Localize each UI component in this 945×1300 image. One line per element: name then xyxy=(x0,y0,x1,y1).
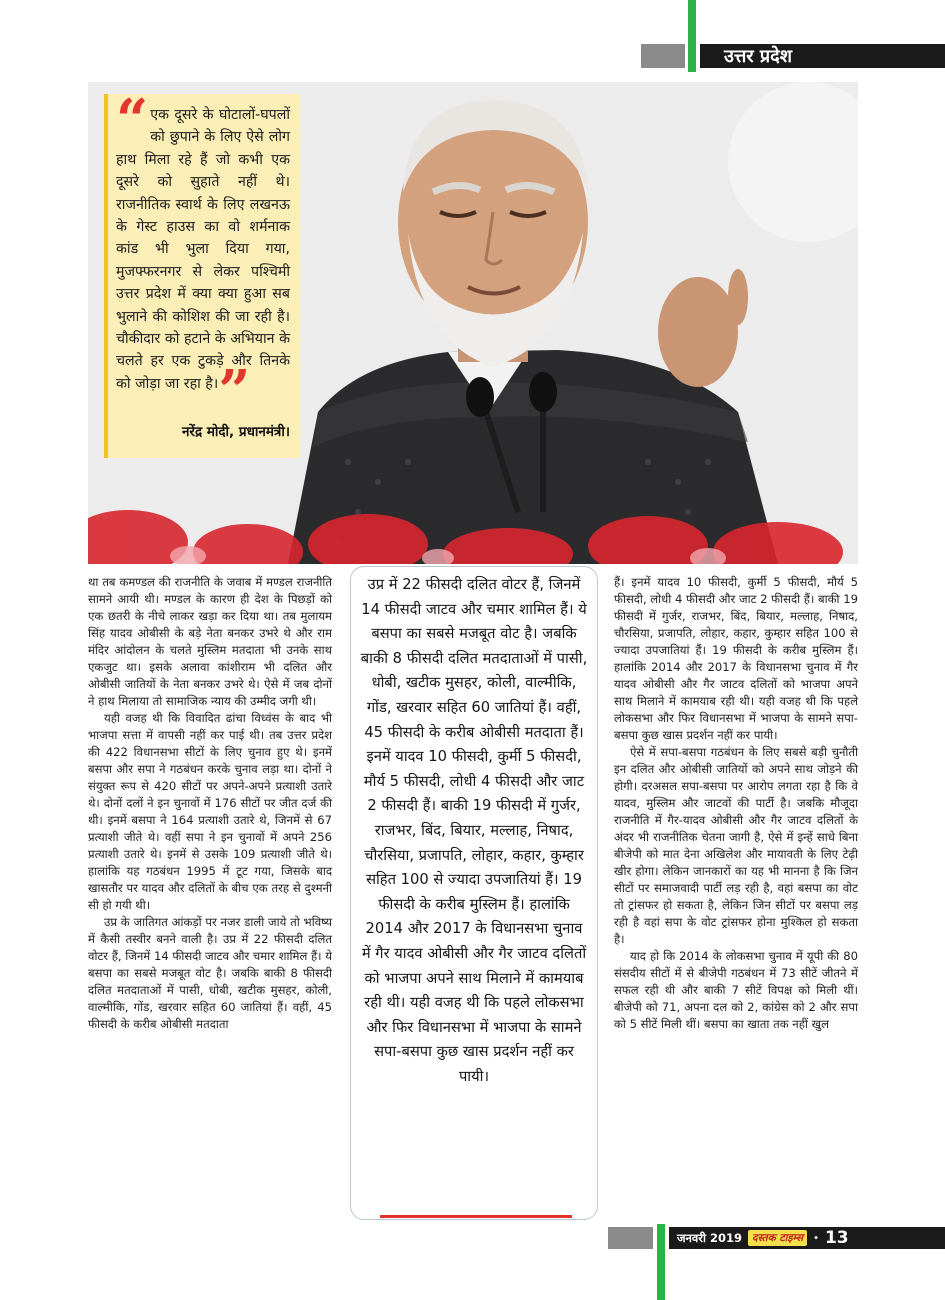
highlight-text: उप्र में 22 फीसदी दलित वोटर हैं, जिनमें 14 फीसदी जाटव और चमार शामिल हैं। ये बसपा का सबसे मजबूत वोट है। जबकि बाकी 8 फीसदी दलित मतदाताओं में पासी, धोबी, खटीक मुसहर, कोली, वाल्मीकि, गोंड, खरवार सहित 60 जातियां हैं। वहीं, 45 फीसदी के करीब ओबीसी मतदाता हैं। इनमें यादव 10 फीसदी, कुर्मी 5 फीसदी, मौर्य 5 फीसदी, लोधी 4 फीसदी और जाट 2 फीसदी हैं। बाकी 19 फीसदी में गुर्जर, राजभर, बिंद, बियार, मल्लाह, निषाद, चौरसिया, प्रजापति, लोहार, कहार, कुम्हार सहित 100 से ज्यादा उपजातियां हैं। 19 फीसदी के करीब मुस्लिम हैं। हालांकि 2014 और 2017 के विधानसभा चुनाव में गैर यादव ओबीसी और गैर जाटव दलितों को भाजपा अपने साथ मिलाने में कामयाब रही थी। यही वजह थी कि पहले लोकसभा और फिर विधानसभा में भाजपा के सामने सपा-बसपा कुछ खास प्रदर्शन नहीं कर पायी। xyxy=(360,576,588,1085)
page-footer xyxy=(669,1227,945,1249)
article-column-left xyxy=(88,574,332,1033)
paragraph: था तब कमण्डल की राजनीति के जवाब में मण्डल राजनीति सामने आयी थी। मण्डल के कारण ही देश के पिछड़ों को एक छतरी के नीचे लाकर खड़ा कर दिया था। तब मुलायम सिंह यादव ओबीसी के बड़े नेता बनकर उभरे थे और राम मंदिर आंदोलन के चलते मुस्लिम मतदाता भी उनके साथ एकजुट था। इसके अलावा कांशीराम भी दलित और ओबीसी जातियों के नेता बनकर उभरे थे। ऐसे में जब दोनों ने हाथ मिलाया तो सामाजिक न्याय की उम्मीद जगी थी। xyxy=(88,575,332,708)
footer-accent-bar xyxy=(657,1224,665,1300)
pull-quote xyxy=(104,87,300,458)
page-number: 13 xyxy=(824,1228,849,1248)
header-accent-bar xyxy=(688,0,696,72)
footer-gray-block xyxy=(608,1227,653,1249)
open-quote-icon: “ xyxy=(116,87,149,153)
issue-date: जनवरी 2019 xyxy=(677,1230,743,1245)
highlight-box xyxy=(350,566,598,1220)
paragraph: ऐसे में सपा-बसपा गठबंधन के लिए सबसे बड़ी चुनौती इन दलित और ओबीसी जातियों को अपने साथ जोड़ने की होगी। दरअसल सपा-बसपा पर आरोप लगता रहा है कि वे यादव, मुस्लिम और जाटवों की पार्टी है। जबकि मौजूदा राजनीति में गैर-यादव ओबीसी और गैर जाटव दलितों के अंदर भी राजनीतिक चेतना जागी है, ऐसे में इन्हें साधे बिना बीजेपी को मात देना अखिलेश और मायावती के लिए टेढ़ी खीर होगा। लेकिन जानकारों का यह भी मानना है कि जिन सीटों पर समाजवादी पार्टी लड़ रही है, वहां बसपा का वोट तो ट्रांसफर हो सकता है, लेकिन जिन सीटों पर बसपा लड़ रही है वहां सपा के वोट ट्रांसफर होना मुश्किल हो सकता है। xyxy=(614,745,858,946)
section-header xyxy=(700,44,945,68)
paragraph: यही वजह थी कि विवादित ढांचा विध्वंस के बाद भी भाजपा सत्ता में वापसी नहीं कर पाई थी। तब उत्तर प्रदेश की 422 विधानसभा सीटों के लिए चुनाव हुए थे। इनमें बसपा और सपा ने गठबंधन करके चुनाव लड़ा था। दोनों ने संयुक्त रूप से 420 सीटों पर अपने-अपने प्रत्याशी उतारे थे। दोनों दलों ने इन चुनावों में 176 सीटों पर जीत दर्ज की थी। इनमें बसपा ने 164 प्रत्याशी उतारे थे, जिनमें से 67 प्रत्याशी जीते थे। वहीं सपा ने इन चुनावों में अपने 256 प्रत्याशी उतारे थे। इनमें से उसके 109 प्रत्याशी जीते थे। हालांकि यह गठबंधन 1995 में टूट गया, जिसके बाद खासतौर पर यादव और दलितों के बीच एक तरह से दुश्मनी सी हो गयी थी। xyxy=(88,711,332,912)
magazine-logo: दस्तक टाइम्स xyxy=(748,1230,807,1246)
quote-author: नरेंद्र मोदी, प्रधानमंत्री। xyxy=(181,423,290,440)
paragraph: उप्र के जातिगत आंकड़ों पर नजर डाली जाये तो भविष्य में कैसी तस्वीर बनने वाली है। उप्र में 22 फीसदी दलित वोटर हैं, जिनमें 14 फीसदी जाटव और चमार शामिल हैं। ये बसपा का सबसे मजबूत वोट है। जबकि बाकी 8 फीसदी दलित मतदाताओं में पासी, धोबी, खटीक मुसहर, कोली, वाल्मीकि, गोंड, खरवार सहित 60 जातियां हैं। वहीं, 45 फीसदी के करीब ओबीसी मतदाता xyxy=(88,915,332,1031)
quote-body: एक दूसरे के घोटालों-घपलों को छुपाने के लिए ऐसे लोग हाथ मिला रहे हैं जो कभी एक दूसरे को सुहाते नहीं थे। राजनीतिक स्वार्थ के लिए लखनऊ के गेस्ट हाउस का वो शर्मनाक कांड भी भुला दिया गया, मुजफ्फरनगर से लेकर पश्चिमी उत्तर प्रदेश में क्या क्या हुआ सब भुलाने की कोशिश की जा रही है। चौकीदार को हटाने के अभियान के चलते हर एक टुकड़े और तिनके को जोड़ा जा रहा है। xyxy=(116,107,290,392)
highlight-underline xyxy=(380,1215,572,1218)
article-column-right xyxy=(614,574,858,1033)
paragraph: याद हो कि 2014 के लोकसभा चुनाव में यूपी की 80 संसदीय सीटों में से बीजेपी गठबंधन में 73 सीटें जीतने में सफल रही थी और बाकी 7 सीटें विपक्ष को मिली थीं। बीजेपी को 71, अपना दल को 2, कांग्रेस को 2 और सपा को 5 सीटें मिली थीं। बसपा का खाता तक नहीं खुल xyxy=(614,949,858,1031)
section-label: उत्तर प्रदेश xyxy=(724,46,792,67)
pull-quote-text xyxy=(116,104,290,424)
header-gray-block xyxy=(641,44,685,68)
footer-separator: • xyxy=(813,1232,819,1244)
close-quote-icon: ” xyxy=(218,357,251,424)
paragraph: हैं। इनमें यादव 10 फीसदी, कुर्मी 5 फीसदी, मौर्य 5 फीसदी, लोधी 4 फीसदी और जाट 2 फीसदी हैं। बाकी 19 फीसदी में गुर्जर, राजभर, बिंद, बियार, मल्लाह, निषाद, चौरसिया, प्रजापति, लोहार, कहार, कुम्हार सहित 100 से ज्यादा उपजातियां हैं। 19 फीसदी के करीब मुस्लिम हैं। हालांकि 2014 और 2017 के विधानसभा चुनाव में गैर यादव ओबीसी और गैर जाटव दलितों को भाजपा अपने साथ मिलाने में कामयाब रही थी। यही वजह थी कि पहले लोकसभा और फिर विधानसभा में भाजपा के सामने सपा-बसपा कुछ खास प्रदर्शन नहीं कर पायी। xyxy=(614,575,858,742)
